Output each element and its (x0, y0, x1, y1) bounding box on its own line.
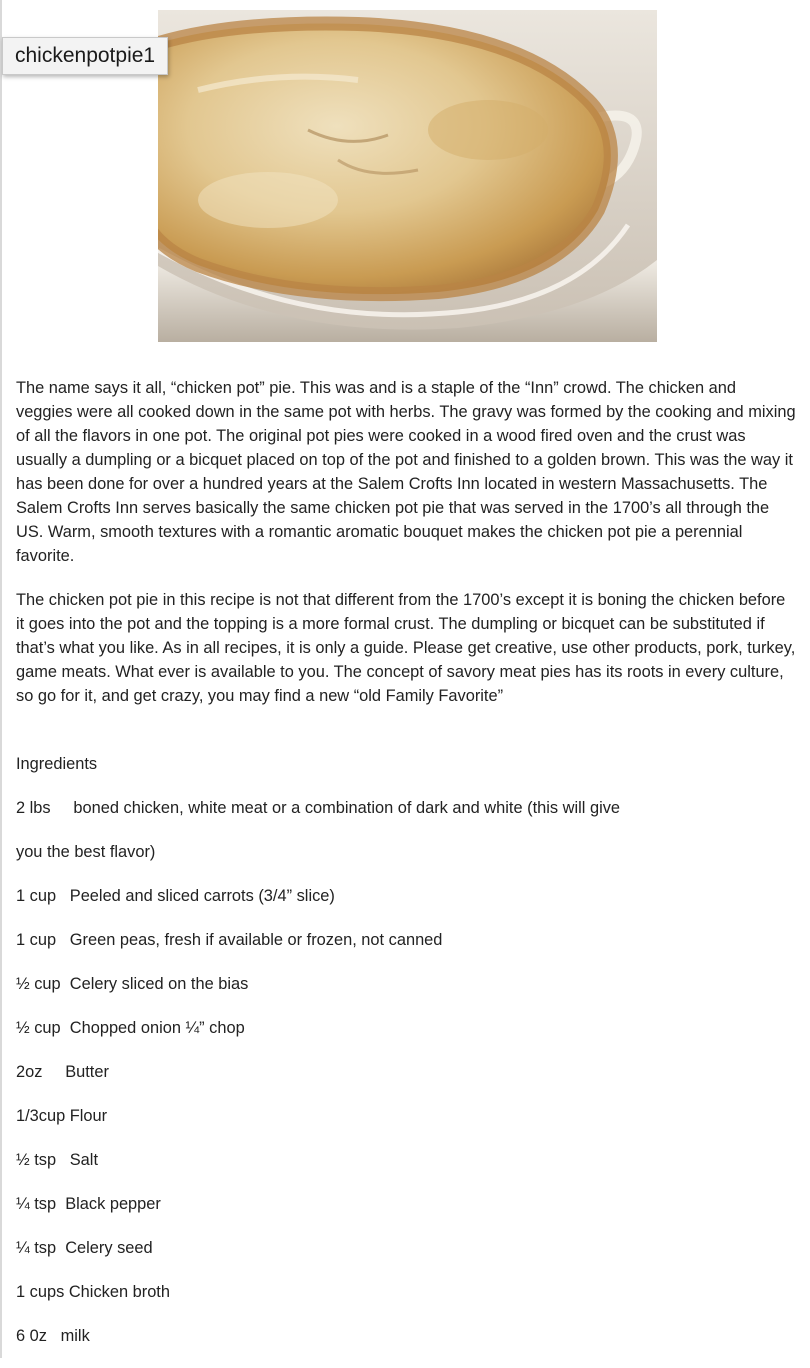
ingredient-item: 1/3cup Flour (16, 1107, 108, 1125)
ingredients-heading: Ingredients (16, 755, 98, 773)
ingredient-item: ¼ tsp Black pepper (16, 1195, 161, 1213)
ingredient-item: 6 0z milk (16, 1327, 90, 1345)
ingredient-item: ¼ tsp Celery seed (16, 1239, 153, 1257)
image-tooltip: chickenpotpie1 (2, 37, 168, 75)
ingredient-item: 1 cup Peeled and sliced carrots (3/4” slice) (16, 887, 335, 905)
ingredient-item: 1 cup Green peas, fresh if available or frozen, not canned (16, 931, 443, 949)
intro-paragraph: The name says it all, “chicken pot” pie. This was and is a staple of the “Inn” crowd. The chicken and veggies were all cooked down in the same pot with herbs. The gravy was formed by the cooking and mixing of all the flavors in one pot. The original pot pies were cooked in a wood fired oven and the crust was usually a dumpling or a bicquet placed on top of the pot and finished to a golden brown. This was the way it has been done for over a hundred years at the Salem Crofts Inn located in western Massachusetts. The Salem Crofts Inn serves basically the same chicken pot pie that was served in the 1700’s all through the US. Warm, smooth textures with a romantic aromatic bouquet makes the chicken pot pie a perennial favorite. (16, 379, 796, 565)
ingredient-item: you the best flavor) (16, 843, 156, 861)
article-body (16, 376, 796, 1345)
recipe-note-paragraph: The chicken pot pie in this recipe is not that different from the 1700’s except it is boning the chicken before it goes into the pot and the topping is a more formal crust. The dumpling or bicquet can be substituted if that’s what you like. As in all recipes, it is only a guide. Please get creative, use other products, pork, turkey, game meats. What ever is available to you. The concept of savory meat pies has its roots in every culture, so go for it, and get crazy, you may find a new “old Family Favorite” (16, 591, 796, 705)
ingredient-item: ½ cup Celery sliced on the bias (16, 975, 249, 993)
ingredient-item: 1 cups Chicken broth (16, 1283, 170, 1301)
ingredient-item: 2 lbs boned chicken, white meat or a combination of dark and white (this will give (16, 799, 621, 817)
chicken-pot-pie-photo (158, 10, 657, 342)
ingredient-item: ½ cup Chopped onion ¼” chop (16, 1019, 245, 1037)
page-left-border (0, 0, 2, 1358)
ingredient-item: ½ tsp Salt (16, 1151, 98, 1169)
ingredients-list (16, 796, 796, 1368)
ingredient-item: 2oz Butter (16, 1063, 109, 1081)
